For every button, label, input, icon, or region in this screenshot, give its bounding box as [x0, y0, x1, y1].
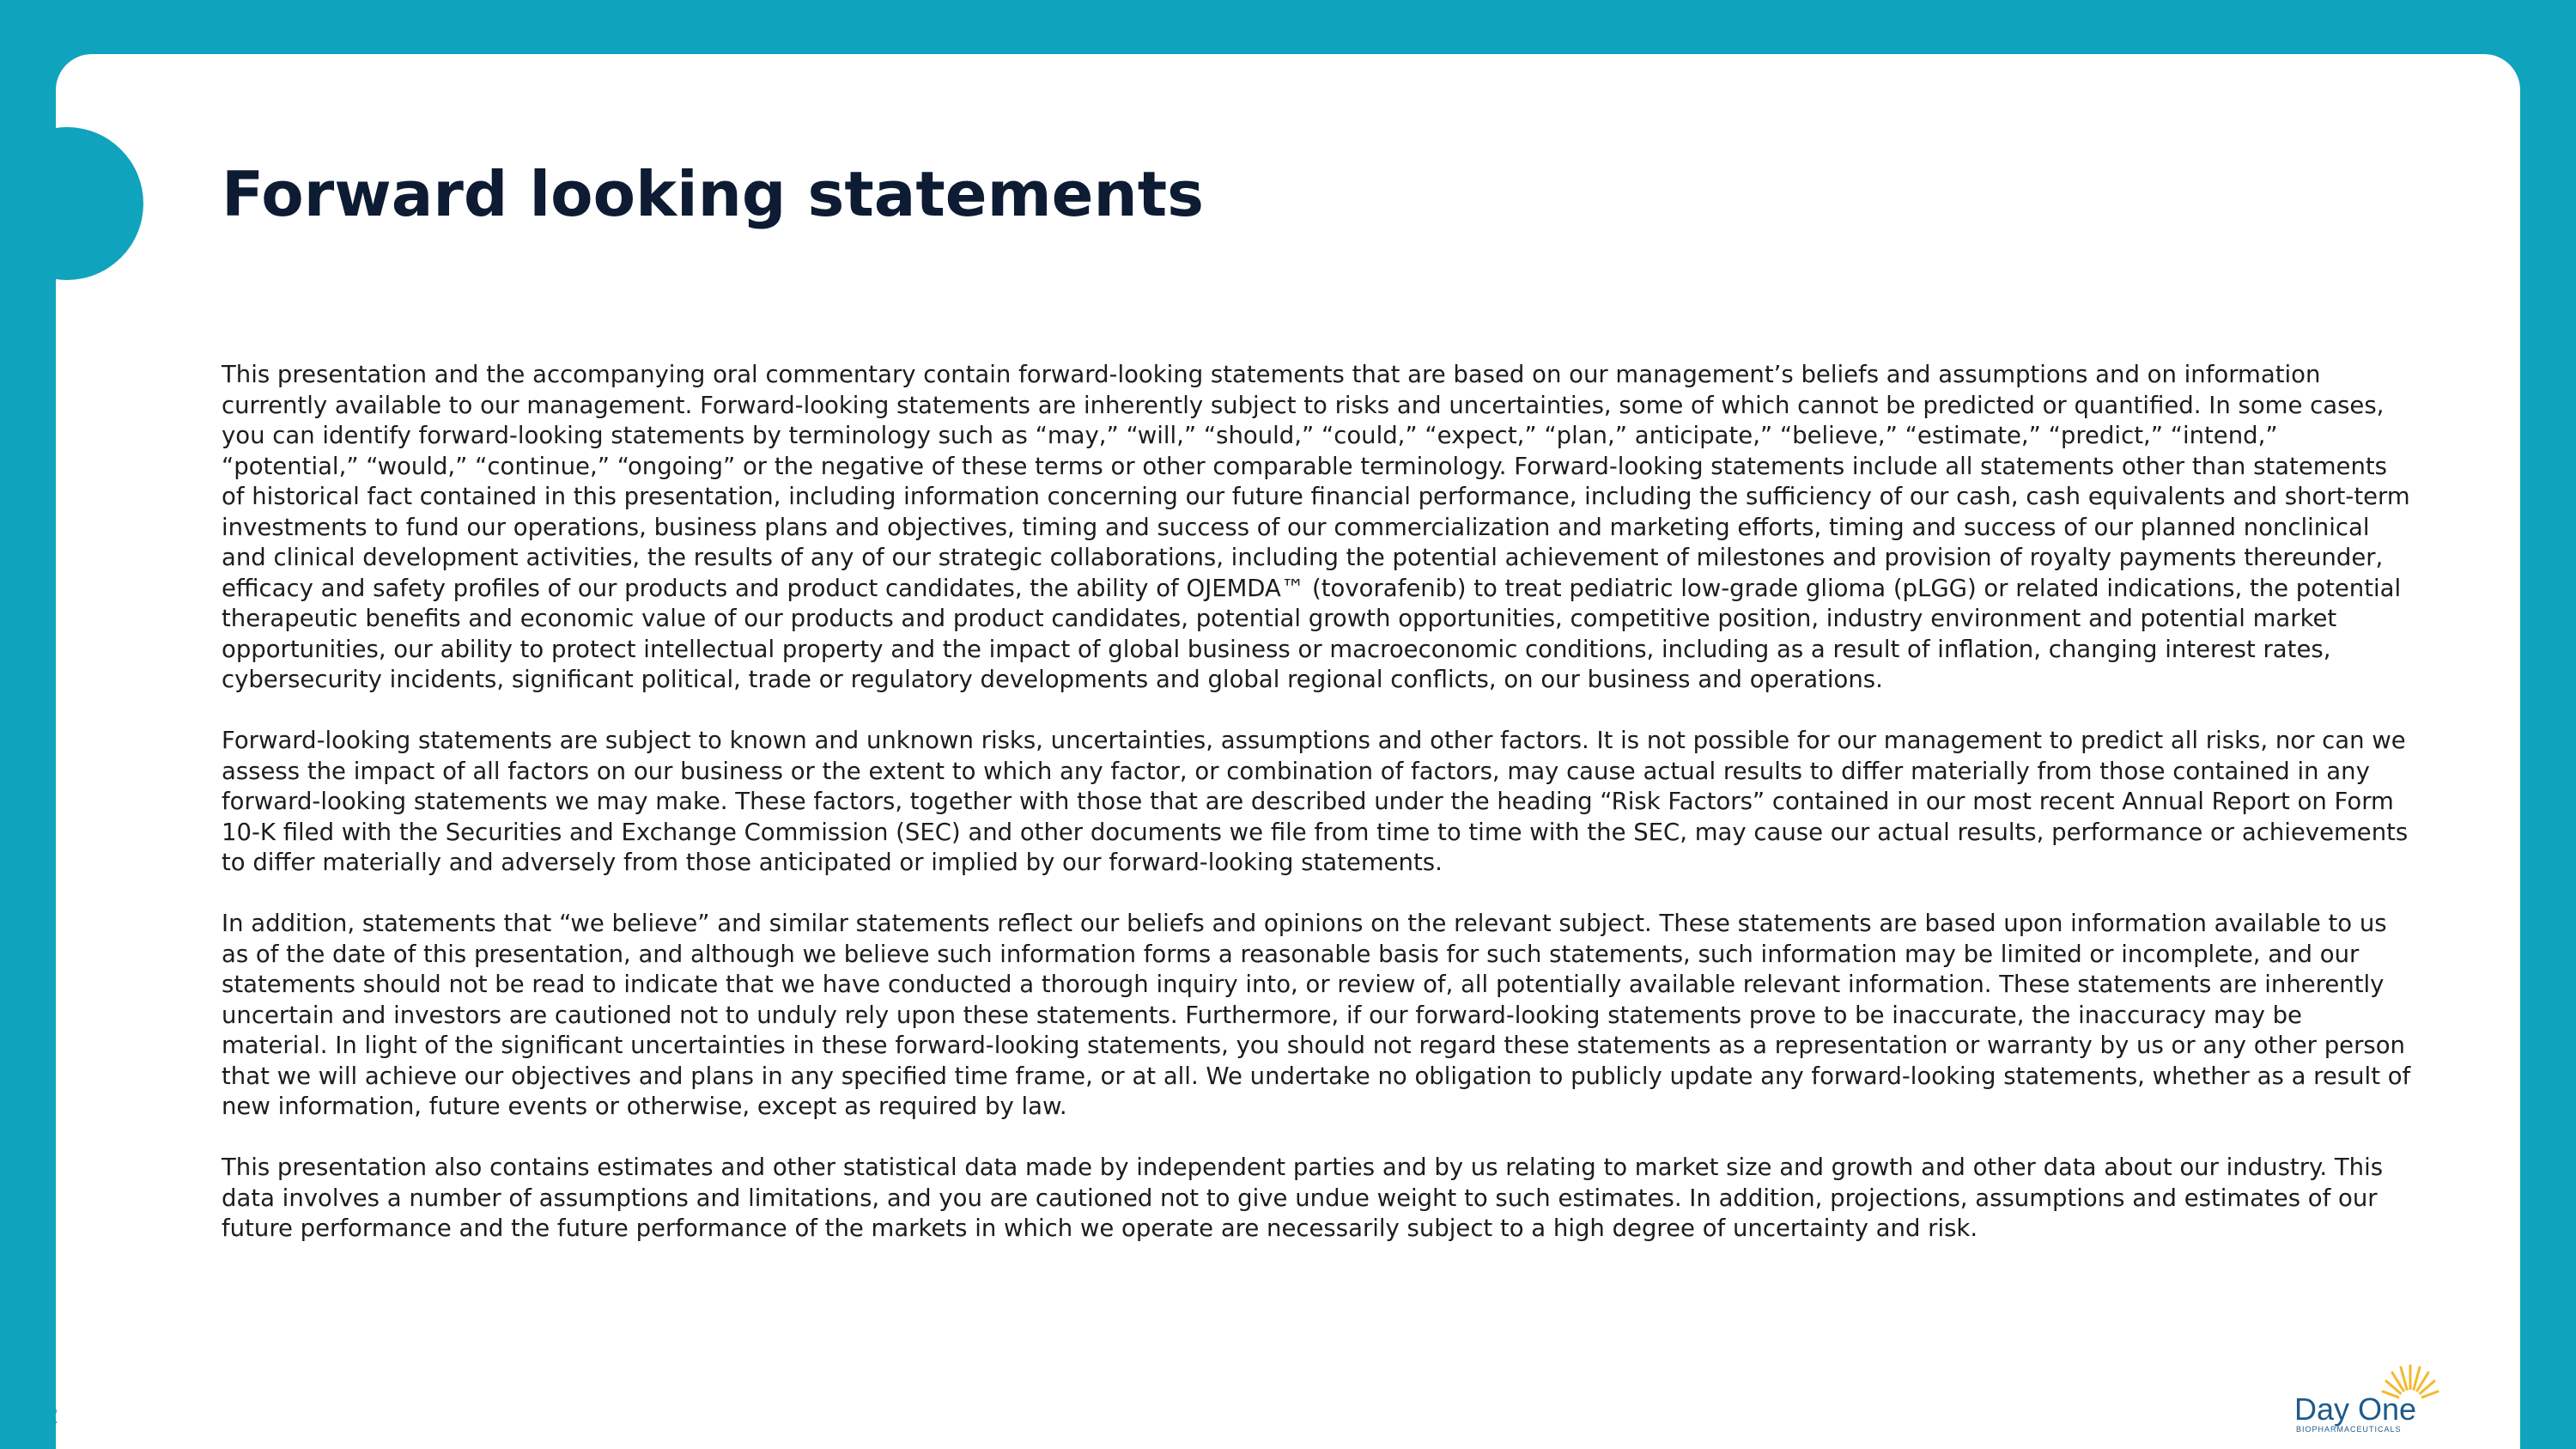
body-text [222, 360, 2413, 1275]
page-title: Forward looking statements [222, 158, 1204, 230]
page-number: 2 [45, 1402, 58, 1428]
paragraph-1: This presentation and the accompanying oral commentary contain forward-looking statements that are based on our management’s beliefs and assumptions and on information currently available to our management. Forward-looking statements are inherently subject to risks and uncertainties, some of which cannot be predicted or quantified. In some cases, you can identify forward-looking statements by terminology such as “may,” “will,” “should,” “could,” “expect,” “plan,” anticipate,” “believe,” “estimate,” “predict,” “intend,” “potential,” “would,” “continue,” “ongoing” or the negative of these terms or other comparable terminology. Forward-looking statements include all statements other than statements of historical fact contained in this presentation, including information concerning our future financial performance, including the sufficiency of our cash, cash equivalents and short-term investments to fund our operations, business plans and objectives, timing and success of our commercialization and marketing efforts, timing and success of our planned nonclinical and clinical development activities, the results of any of our strategic collaborations, including the potential achievement of milestones and provision of royalty payments thereunder, efficacy and safety profiles of our products and product candidates, the ability of OJEMDA™ (tovorafenib) to treat pediatric low-grade glioma (pLGG) or related indications, the potential therapeutic benefits and economic value of our products and product candidates, potential growth opportunities, competitive position, industry environment and potential market opportunities, our ability to protect intellectual property and the impact of global business or macroeconomic conditions, including as a result of inflation, changing interest rates, cybersecurity incidents, significant political, trade or regulatory developments and global regional conflicts, on our business and operations. [222, 361, 2410, 693]
logo-subtitle: BIOPHARMACEUTICALS [2296, 1425, 2402, 1434]
paragraph-3: In addition, statements that “we believe” and similar statements reflect our beliefs and opinions on the relevant subject. These statements are based upon information available to us as of the date of this presentation, and although we believe such information forms a reasonable basis for such statements, such information may be limited or incomplete, and our statements should not be read to indicate that we have conducted a thorough inquiry into, or review of, all potentially available relevant information. These statements are inherently uncertain and investors are cautioned not to unduly rely upon these statements. Furthermore, if our forward-looking statements prove to be inaccurate, the inaccuracy may be material. In light of the significant uncertainties in these forward-looking statements, you should not regard these statements as a representation or warranty by us or any other person that we will achieve our objectives and plans in any specified time frame, or at all. We undertake no obligation to publicly update any forward-looking statements, whether as a result of new information, future events or otherwise, except as required by law. [222, 910, 2411, 1120]
paragraph-4: This presentation also contains estimates and other statistical data made by independent parties and by us relating to market size and growth and other data about our industry. This data involves a number of assumptions and limitations, and you are cautioned not to give undue weight to such estimates. In addition, projections, assumptions and estimates of our future performance and the future performance of the markets in which we operate are necessarily subject to a high degree of uncertainty and risk. [222, 1154, 2384, 1242]
company-logo [2294, 1359, 2445, 1432]
logo-wordmark: Day One [2294, 1391, 2417, 1427]
slide-card [56, 54, 2520, 1449]
left-tab-decoration [56, 127, 143, 280]
paragraph-2: Forward-looking statements are subject to known and unknown risks, uncertainties, assumptions and other factors. It is not possible for our management to predict all risks, nor can we assess the impact of all factors on our business or the extent to which any factor, or combination of factors, may cause actual results to differ materially from those contained in any forward-looking statements we may make. These factors, together with those that are described under the heading “Risk Factors” contained in our most recent Annual Report on Form 10-K filed with the Securities and Exchange Commission (SEC) and other documents we file from time to time with the SEC, may cause our actual results, performance or achievements to differ materially and adversely from those anticipated or implied by our forward-looking statements. [222, 727, 2409, 876]
